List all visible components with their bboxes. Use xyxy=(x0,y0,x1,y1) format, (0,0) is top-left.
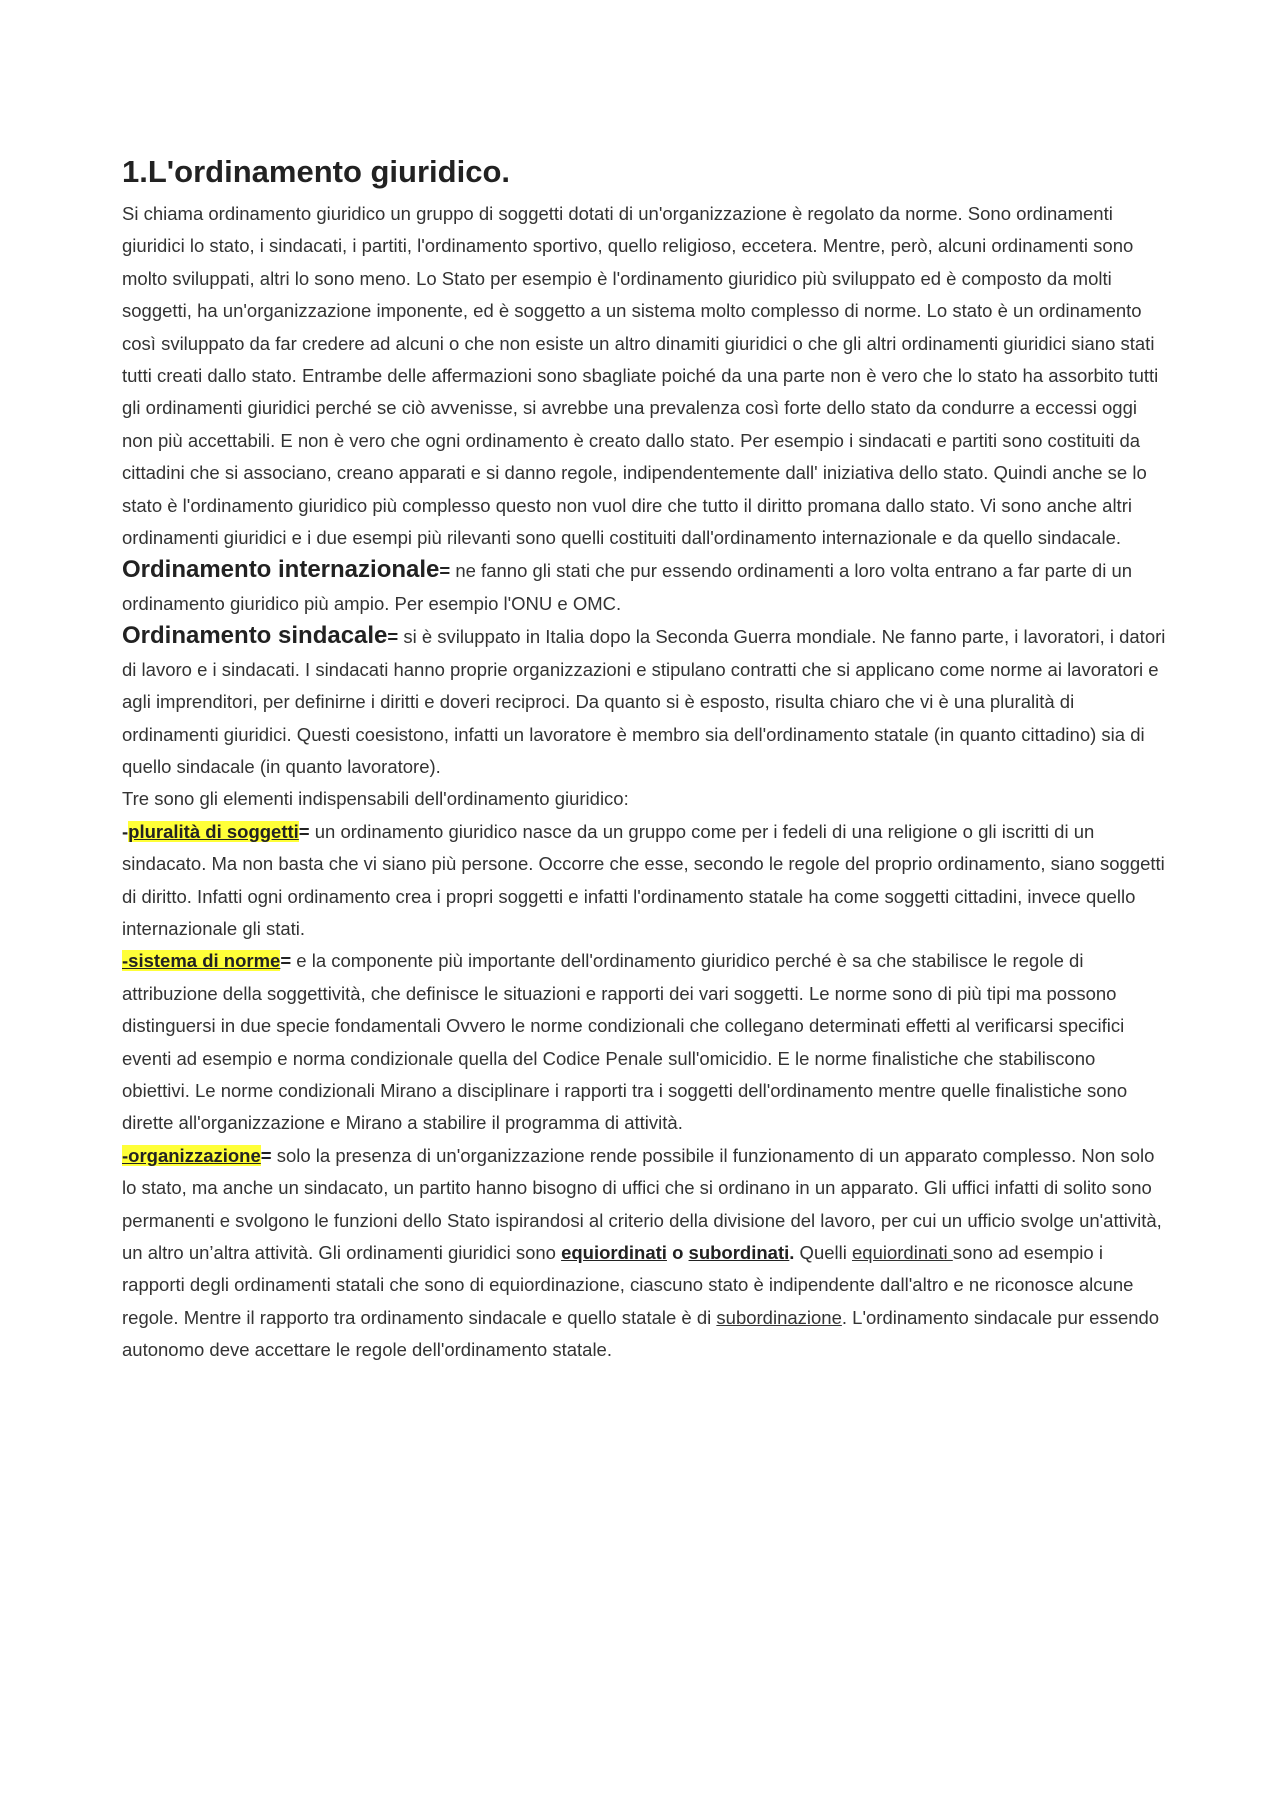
text-organizzazione-4: . L'ordinamento sindacale pur essendo autonomo deve accettare le regole dell'ordinamento statale. xyxy=(122,1306,1160,1361)
term-subordinazione-underline: subordinazione xyxy=(716,1306,842,1328)
equals-sign: = xyxy=(298,820,310,842)
text-sistema: e la componente più importante dell'ordinamento giuridico perché è sa che stabilisce le regole di attribuzione della soggettività, che definisce le situazioni e rapporti dei vari soggetti. Le norme sono di più tipi ma possono distinguersi in due specie fondamentali Ovvero le norme condizionali che collegano determinati effetti al verificarsi specifici eventi ad esempio e norma condizionale quella del Codice Penale sull'omicidio. E le norme finalistiche che stabiliscono obiettivi. Le norme condizionali Mirano a disciplinare i rapporti tra i soggetti dell'ordinamento mentre quelle finalistiche sono dirette all'organizzazione e Mirano a stabilire il programma di attività. xyxy=(122,950,1128,1134)
term-subordinati-bold: subordinati xyxy=(688,1242,790,1263)
paragraph-pluralita xyxy=(122,816,1167,946)
paragraph-internazionale xyxy=(122,554,1167,620)
term-pluralita-highlight xyxy=(128,821,299,842)
term-pluralita: pluralità di soggetti xyxy=(128,820,299,842)
text-internazionale: ne fanno gli stati che pur essendo ordinamenti a loro volta entrano a far parte di un ordinamento giuridico più ampio. Per esempio l'ONU e OMC. xyxy=(122,560,1133,614)
term-equiordinati-underline: equiordinati xyxy=(852,1242,953,1263)
page-title: 1.L'ordinamento giuridico. xyxy=(122,154,510,189)
period: . xyxy=(789,1242,795,1263)
paragraph-sistema xyxy=(122,945,1167,1139)
term-sindacale: Ordinamento sindacale xyxy=(122,622,388,650)
text-organizzazione-1: solo la presenza di un'organizzazione rende possibile il funzionamento di un apparato complesso. Non solo lo stato, ma anche un sindacato, un partito hanno bisogno di uffici che si ordinano in un apparato. Gli uffici infatti di solito sono permanenti e svolgono le funzioni dello Stato ispirandosi al criterio della divisione del lavoro, per cui un ufficio svolge un'attività, un altro un’altra attività. Gli ordinamenti giuridici sono xyxy=(122,1144,1162,1263)
paragraph-organizzazione xyxy=(122,1140,1167,1367)
document-body xyxy=(122,152,1167,1367)
term-organizzazione-highlight xyxy=(122,1145,261,1166)
text-organizzazione-2: Quelli xyxy=(794,1242,852,1263)
term-internazionale: Ordinamento internazionale xyxy=(122,556,440,584)
equals-sign: = xyxy=(439,560,451,582)
term-organizzazione: -organizzazione xyxy=(122,1144,261,1166)
elementi-intro: Tre sono gli elementi indispensabili dell'ordinamento giuridico: xyxy=(122,788,629,810)
conjunction-o: o xyxy=(666,1242,689,1263)
equals-sign: = xyxy=(280,950,292,972)
equals-sign: = xyxy=(387,626,399,648)
text-organizzazione-3: sono ad esempio i rapporti degli ordinamenti statali che sono di equiordinazione, ciascuno stato è indipendente dall'altro e ne riconosce alcune regole. Mentre il rapporto tra ordinamento sindacale e quello statale è di xyxy=(122,1242,1134,1328)
term-sistema: -sistema di norme xyxy=(122,950,281,972)
intro-paragraph: Si chiama ordinamento giuridico un gruppo di soggetti dotati di un'organizzazione è regolato da norme. Sono ordinamenti giuridici lo stato, i sindacati, i partiti, l'ordinamento sportivo, quello religioso, eccetera. Mentre, però, alcuni ordinamenti sono molto sviluppati, altri lo sono meno. Lo Stato per esempio è l'ordinamento giuridico più sviluppato ed è composto da molti soggetti, ha un'organizzazione imponente, ed è soggetto a un sistema molto complesso di norme. Lo stato è un ordinamento così sviluppato da far credere ad alcuni o che non esiste un altro dinamiti giuridici o che gli altri ordinamenti giuridici siano stati tutti creati dallo stato. Entrambe delle affermazioni sono sbagliate poiché da una parte non è vero che lo stato ha assorbito tutti gli ordinamenti giuridici perché se ciò avvenisse, si avrebbe una prevalenza così forte dello stato da condurre a eccessi oggi non più accettabili. E non è vero che ogni ordinamento è creato dallo stato. Per esempio i sindacati e partiti sono costituiti da cittadini che si associano, creano apparati e si danno regole, indipendentemente dall' iniziativa dello stato. Quindi anche se lo stato è l'ordinamento giuridico più complesso questo non vuol dire che tutto il diritto promana dallo stato. Vi sono anche altri ordinamenti giuridici e i due esempi più rilevanti sono quelli costituiti dall'ordinamento internazionale e da quello sindacale. xyxy=(122,203,1159,549)
paragraph-sindacale xyxy=(122,620,1167,783)
text-pluralita: un ordinamento giuridico nasce da un gruppo come per i fedeli di una religione o gli iscritti di un sindacato. Ma non basta che vi siano più persone. Occorre che esse, secondo le regole del proprio ordinamento, siano soggetti di diritto. Infatti ogni ordinamento crea i propri soggetti e infatti l'ordinamento statale ha come soggetti cittadini, invece quello internazionale gli stati. xyxy=(122,820,1165,939)
dash: - xyxy=(122,820,129,842)
term-equiordinati-bold: equiordinati xyxy=(561,1242,667,1263)
term-sistema-highlight xyxy=(122,950,280,971)
text-sindacale: si è sviluppato in Italia dopo la Seconda Guerra mondiale. Ne fanno parte, i lavoratori, i datori di lavoro e i sindacati. I sindacati hanno proprie organizzazioni e stipulano contratti che si applicano come norme ai lavoratori e agli imprenditori, per definirne i diritti e doveri reciproci. Da quanto si è esposto, risulta chiaro che vi è una pluralità di ordinamenti giuridici. Questi coesistono, infatti un lavoratore è membro sia dell'ordinamento statale (in quanto cittadino) sia di quello sindacale (in quanto lavoratore). xyxy=(122,626,1166,777)
equals-sign: = xyxy=(260,1144,272,1166)
